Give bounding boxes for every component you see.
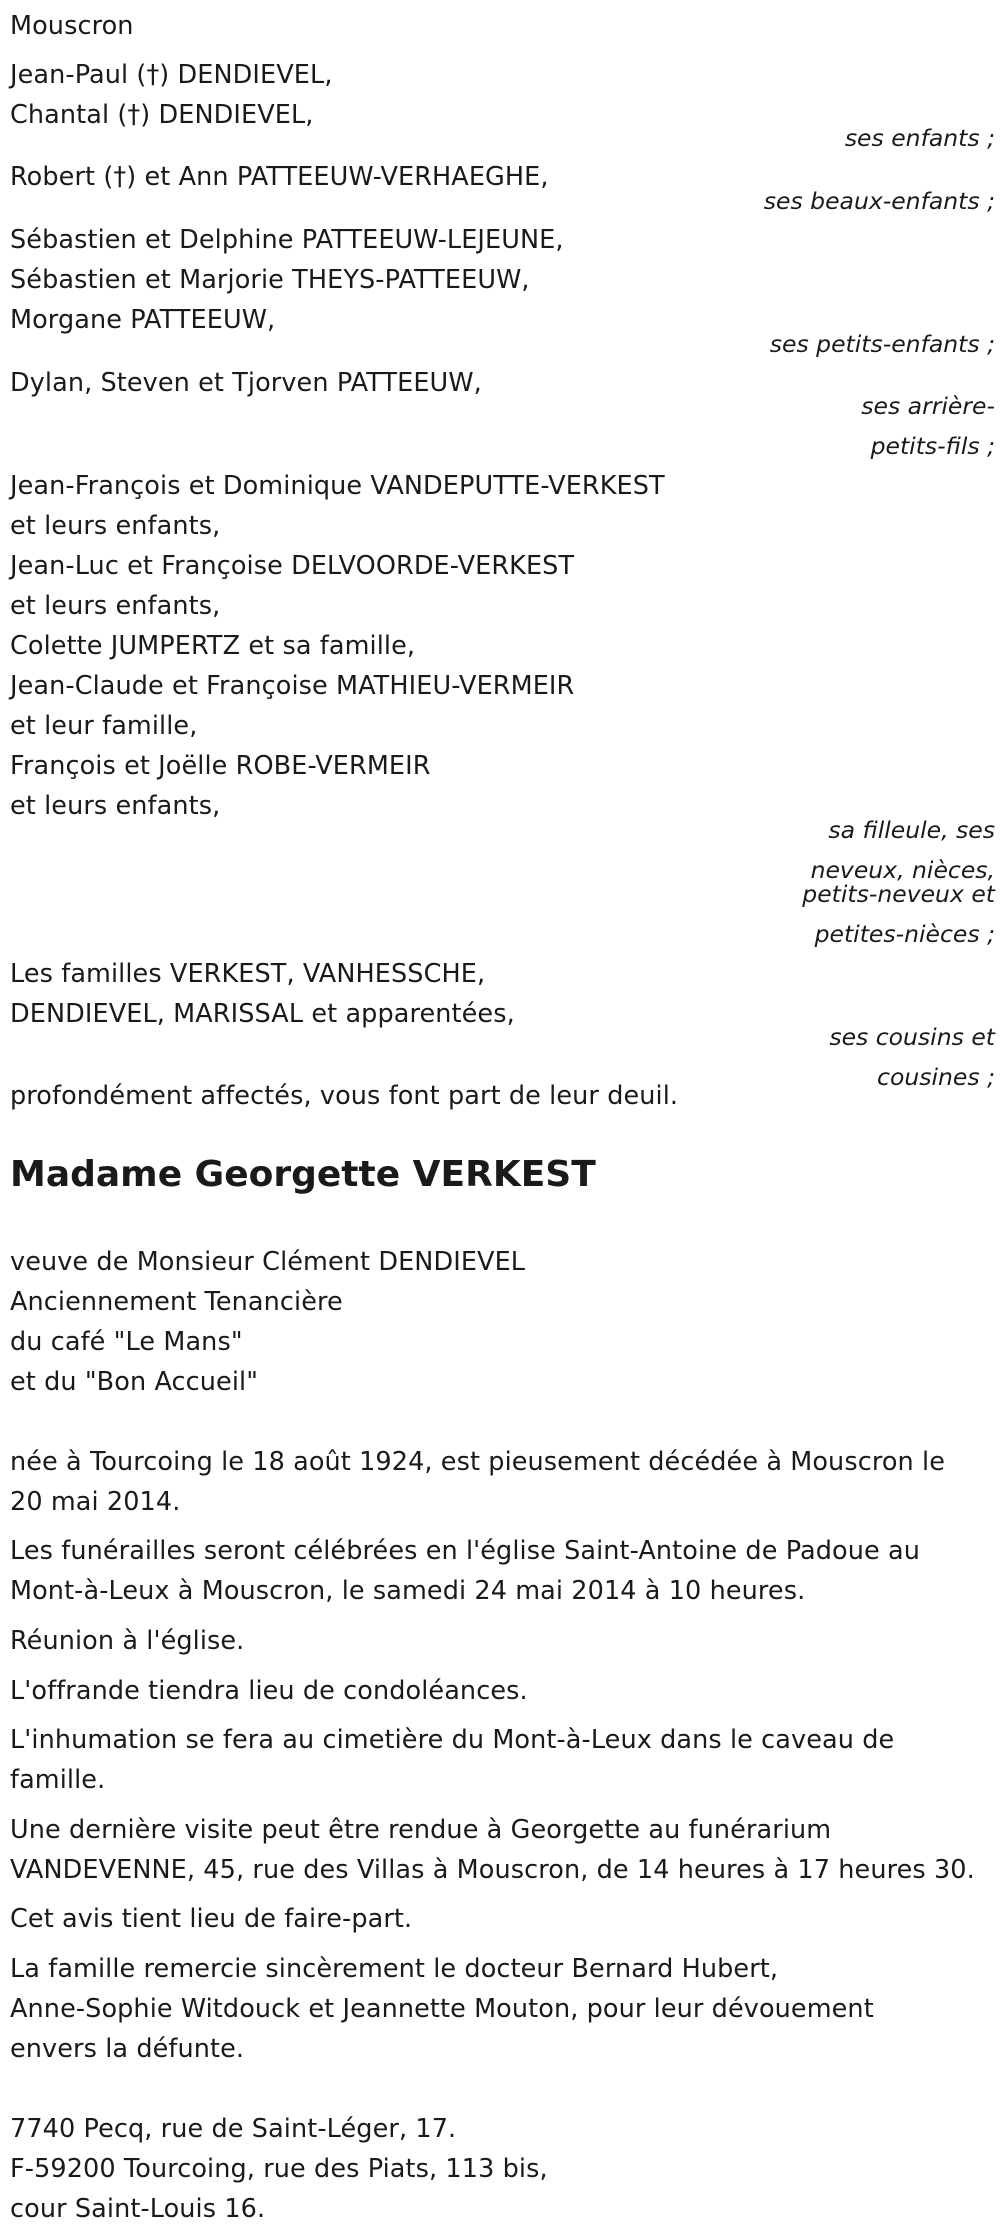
relative-line: Jean-François et Dominique VANDEPUTTE-VERKEST (10, 471, 665, 501)
role-great-grandsons: ses arrière- (861, 392, 995, 420)
funeral-line: Les funérailles seront célébrées en l'église Saint-Antoine de Padoue au (10, 1536, 920, 1566)
grandchild-line: Morgane PATTEEUW, (10, 305, 276, 335)
burial-line: L'inhumation se fera au cimetière du Mont-à-Leux dans le caveau de (10, 1725, 895, 1755)
role-relatives: neveux, nièces, (810, 856, 995, 884)
relative-line: François et Joëlle ROBE-VERMEIR (10, 751, 431, 781)
relative-line: Colette JUMPERTZ et sa famille, (10, 631, 416, 661)
role-children: ses enfants ; (844, 124, 995, 152)
deceased-detail: Anciennement Tenancière (10, 1287, 343, 1317)
relative-line: Jean-Claude et Françoise MATHIEU-VERMEIR (10, 671, 575, 701)
visit-line: Une dernière visite peut être rendue à Georgette au funérarium (10, 1815, 832, 1845)
burial-line: famille. (10, 1765, 106, 1795)
relative-line: et leurs enfants, (10, 591, 221, 621)
child-line: Jean-Paul (†) DENDIEVEL, (10, 60, 333, 90)
thanks-line: envers la défunte. (10, 2034, 245, 2064)
deceased-detail: du café "Le Mans" (10, 1327, 243, 1357)
role-families: cousines ; (877, 1063, 995, 1091)
role-great-grandsons: petits-fils ; (870, 432, 995, 460)
closing-line: profondément affectés, vous font part de leur deuil. (10, 1081, 679, 1111)
child-line: Chantal (†) DENDIEVEL, (10, 100, 314, 130)
address-line: 7740 Pecq, rue de Saint-Léger, 17. (10, 2114, 457, 2144)
offering-line: L'offrande tiendra lieu de condoléances. (10, 1676, 528, 1706)
birth-line: née à Tourcoing le 18 août 1924, est pieusement décédée à Mouscron le (10, 1447, 945, 1477)
deceased-detail: et du "Bon Accueil" (10, 1367, 259, 1397)
role-in-laws: ses beaux-enfants ; (763, 187, 995, 215)
families-line: Les familles VERKEST, VANHESSCHE, (10, 959, 486, 989)
visit-line: VANDEVENNE, 45, rue des Villas à Mouscron, de 14 heures à 17 heures 30. (10, 1855, 975, 1885)
role-relatives: petites-nièces ; (814, 920, 995, 948)
grandchild-line: Sébastien et Delphine PATTEEUW-LEJEUNE, (10, 225, 564, 255)
role-grandchildren: ses petits-enfants ; (769, 330, 995, 358)
notice-line: Cet avis tient lieu de faire-part. (10, 1904, 413, 1934)
address-line: F-59200 Tourcoing, rue des Piats, 113 bis, (10, 2154, 548, 2184)
relative-line: et leurs enfants, (10, 791, 221, 821)
deceased-detail: veuve de Monsieur Clément DENDIEVEL (10, 1247, 526, 1277)
relative-line: Jean-Luc et Françoise DELVOORDE-VERKEST (10, 551, 575, 581)
meeting-line: Réunion à l'église. (10, 1626, 245, 1656)
funeral-line: Mont-à-Leux à Mouscron, le samedi 24 mai 2014 à 10 heures. (10, 1576, 806, 1606)
great-grandsons-line: Dylan, Steven et Tjorven PATTEEUW, (10, 368, 482, 398)
place-line: Mouscron (10, 11, 134, 41)
grandchild-line: Sébastien et Marjorie THEYS-PATTEEUW, (10, 265, 530, 295)
deceased-name: Madame Georgette VERKEST (10, 1154, 596, 1195)
thanks-line: Anne-Sophie Witdouck et Jeannette Mouton, pour leur dévouement (10, 1994, 874, 2024)
thanks-line: La famille remercie sincèrement le docteur Bernard Hubert, (10, 1954, 779, 1984)
role-families: ses cousins et (829, 1023, 995, 1051)
role-relatives: sa filleule, ses (828, 816, 995, 844)
birth-line: 20 mai 2014. (10, 1487, 181, 1517)
in-laws-line: Robert (†) et Ann PATTEEUW-VERHAEGHE, (10, 162, 549, 192)
obituary-notice (10, 0, 995, 2238)
relative-line: et leur famille, (10, 711, 198, 741)
role-relatives: petits-neveux et (802, 880, 995, 908)
families-line: DENDIEVEL, MARISSAL et apparentées, (10, 999, 515, 1029)
relative-line: et leurs enfants, (10, 511, 221, 541)
address-line: cour Saint-Louis 16. (10, 2194, 266, 2224)
